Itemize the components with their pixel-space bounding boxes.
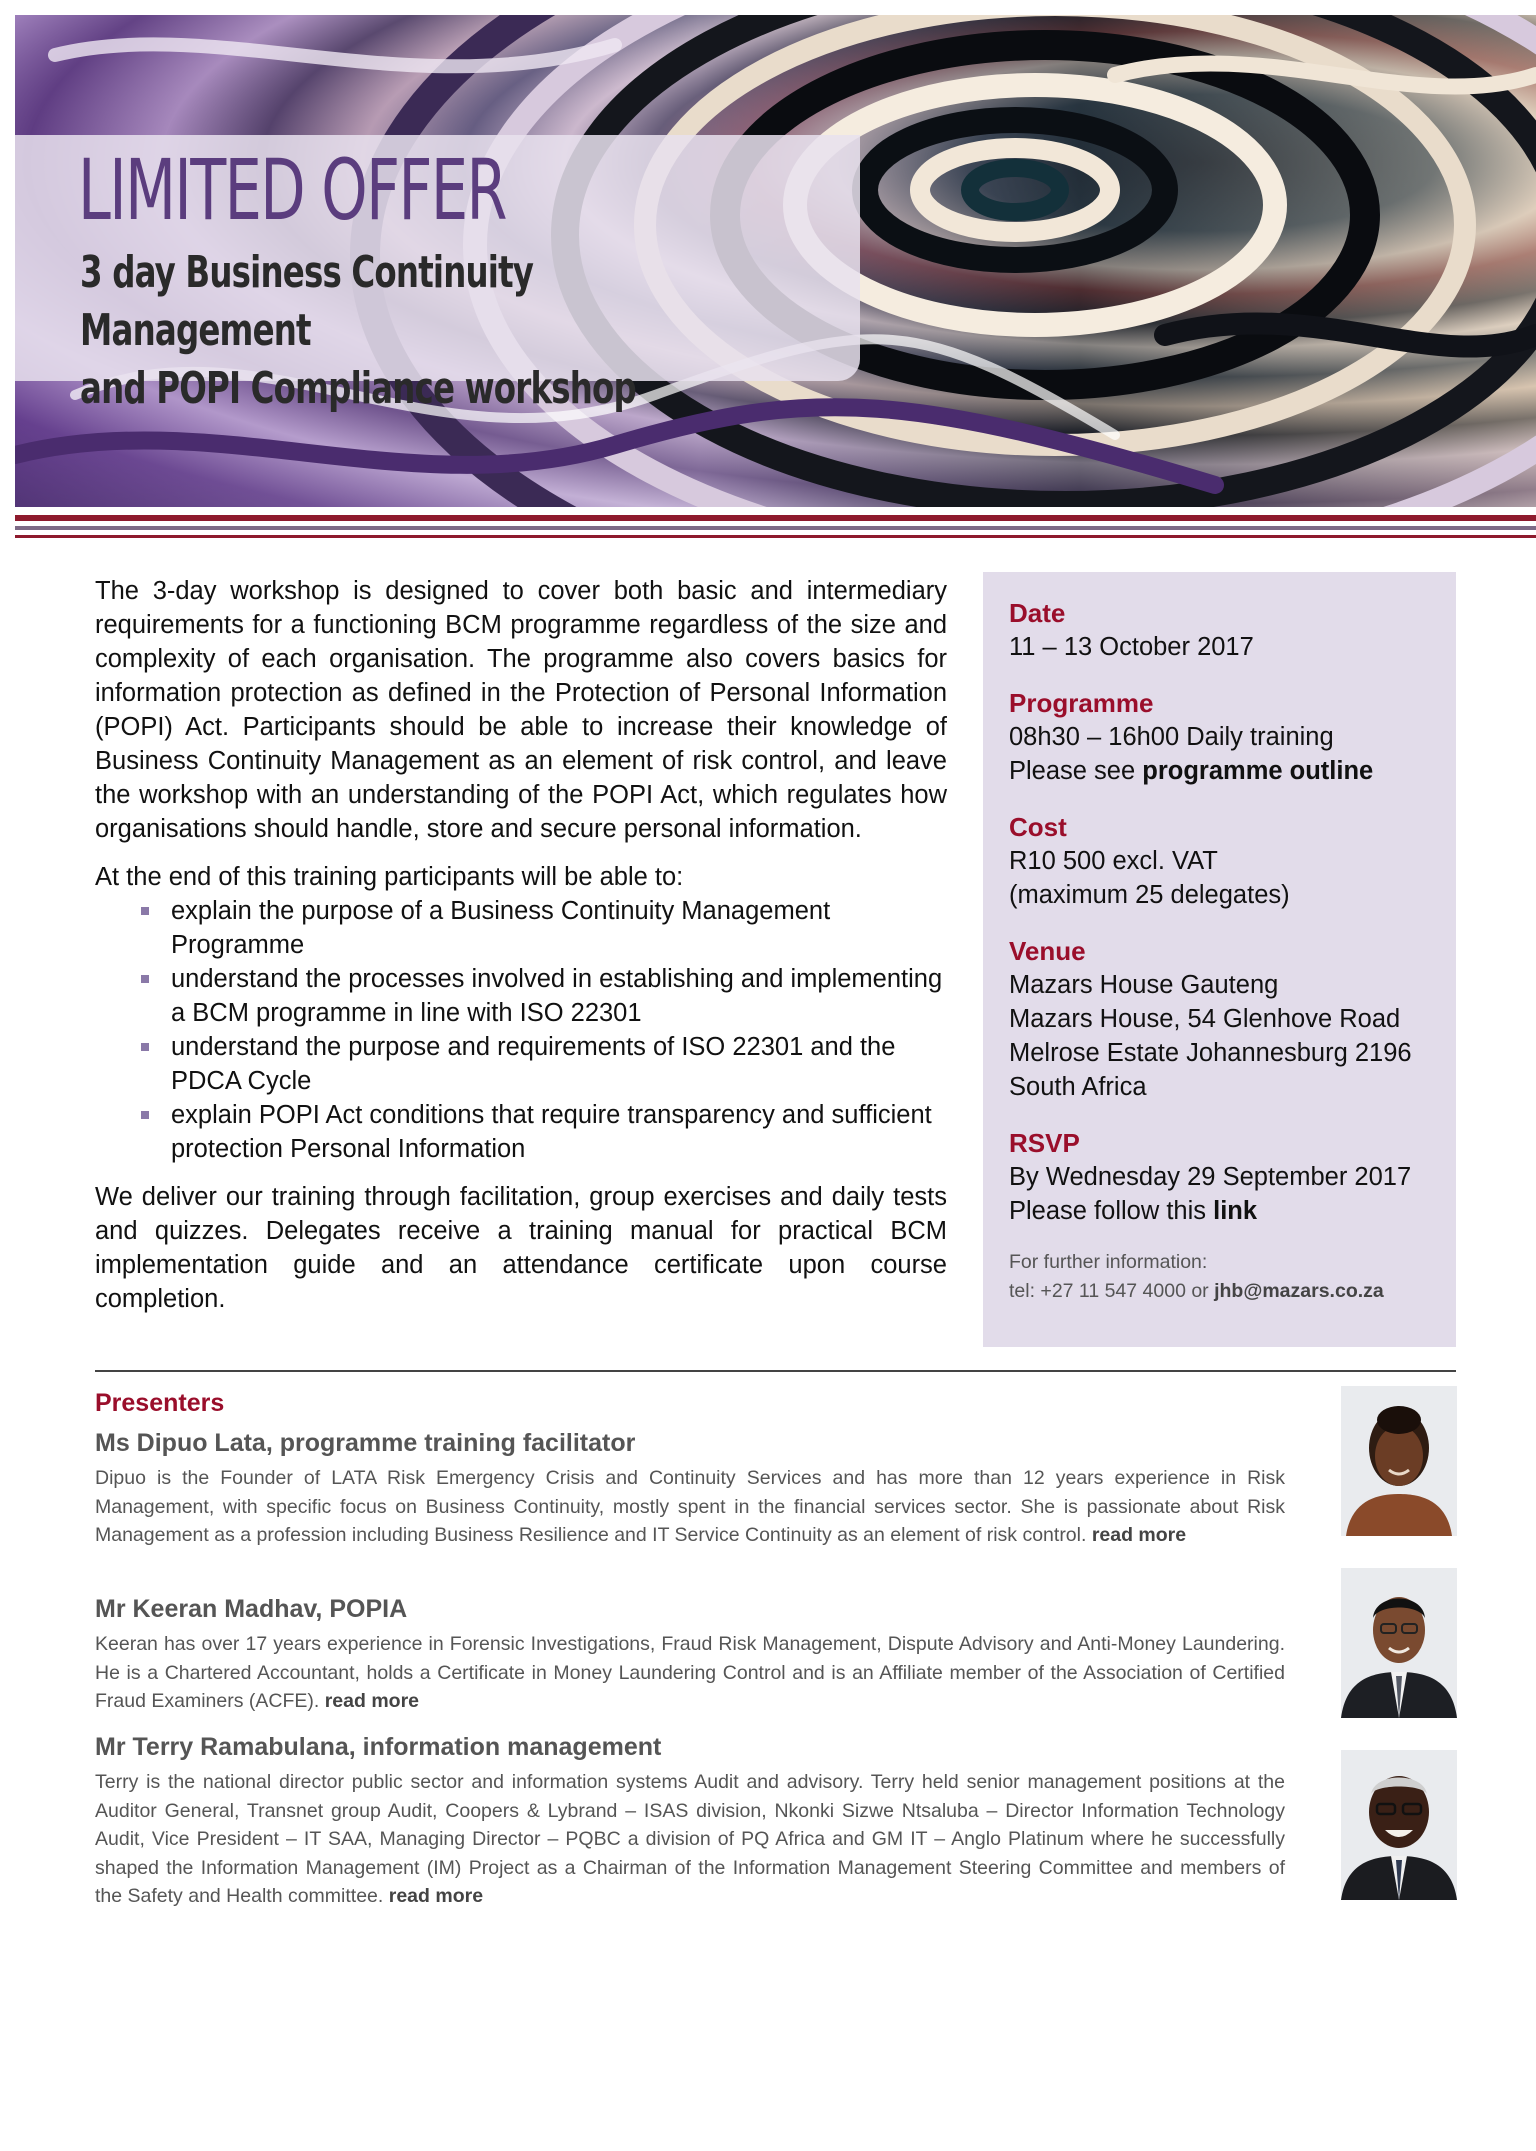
further-info-label: For further information:: [1009, 1251, 1208, 1273]
programme-section: [1009, 686, 1456, 788]
outcome-item: understand the purpose and requirements of ISO 22301 and the PDCA Cycle: [171, 1030, 947, 1098]
contact-line: tel: +27 11 547 4000 or jhb@mazars.co.za: [1009, 1280, 1384, 1302]
presenter-bio: Keeran has over 17 years experience in Forensic Investigations, Fraud Risk Management, Dispute Advisory and Anti-Money Laundering. He is a Chartered Accountant, holds a Certificate in Money Laundering Control and is an Affiliate member of the Association of Certified Fraud Examiners (ACFE). read more: [95, 1633, 1285, 1712]
outcome-item: explain the purpose of a Business Continuity Management Programme: [171, 894, 947, 962]
presenter-photo-dipuo-lata: [1341, 1386, 1457, 1536]
date-label: Date: [1009, 598, 1066, 628]
intro-paragraph: The 3-day workshop is designed to cover both basic and intermediary requirements for a functioning BCM programme regardless of the size and complexity of each organisation. The programme also covers basics for information protection as defined in the Protection of Personal Information (POPI) Act. Participants should be able to increase their knowledge of Business Continuity Management as an element of risk control, and leave the workshop with an understanding of the POPI Act, which regulates how organisations should handle, store and secure personal information.: [95, 577, 947, 843]
outcome-item: explain POPI Act conditions that require transparency and sufficient protection Personal Information: [171, 1098, 947, 1166]
outcomes-list: [95, 894, 947, 1166]
programme-see: Please see programme outline: [1009, 757, 1374, 785]
programme-hours: 08h30 – 16h00 Daily training: [1009, 723, 1334, 751]
cost-section: [1009, 810, 1456, 912]
workshop-title-line2: and POPI Compliance workshop: [80, 363, 636, 414]
presenter-photo-terry-ramabulana: [1341, 1750, 1457, 1900]
banner-stripe-grey: [15, 526, 1536, 530]
venue-label: Venue: [1009, 936, 1086, 966]
presenter-keeran-madhav: [95, 1592, 1285, 1716]
presenter-bio: Terry is the national director public sector and information systems Audit and advisory. Terry held senior management positions at the Auditor General, Transnet group Audit, Coopers & Lybrand – ISAS division, Nkonki Sizwe Ntsaluba – Director Information Technology Audit, Vice President – IT SAA, Managing Director – PQBC a division of PQ Africa and GM IT – Anglo Platinum where he successfully shaped the Information Management (IM) Project as a Chairman of the Information Management Steering Committee and members of the Safety and Health committee. read more: [95, 1771, 1285, 1907]
cost-value: R10 500 excl. VAT: [1009, 847, 1218, 875]
bullet-icon: [141, 1111, 149, 1119]
date-section: [1009, 596, 1456, 664]
presenters-heading: Presenters: [95, 1389, 225, 1417]
programme-label: Programme: [1009, 688, 1154, 718]
delivery-paragraph: We deliver our training through facilitation, group exercises and daily tests and quizzes. Delegates receive a training manual for practical BCM implementation guide and an attendance certificate upon course completion.: [95, 1183, 947, 1313]
portrait-image: [1341, 1750, 1457, 1900]
banner-stripe-red: [15, 515, 1536, 521]
rsvp-label: RSVP: [1009, 1128, 1080, 1158]
cost-label: Cost: [1009, 812, 1067, 842]
presenter-name: Ms Dipuo Lata, programme training facilitator: [95, 1429, 636, 1457]
date-value: 11 – 13 October 2017: [1009, 633, 1254, 661]
venue-section: [1009, 934, 1456, 1104]
rsvp-deadline: By Wednesday 29 September 2017: [1009, 1163, 1412, 1191]
outcomes-lead: At the end of this training participants will be able to:: [95, 863, 684, 891]
venue-line: Mazars House, 54 Glenhove Road: [1009, 1005, 1401, 1033]
read-more-link[interactable]: read more: [1091, 1524, 1187, 1546]
rsvp-link[interactable]: link: [1213, 1197, 1258, 1225]
bullet-icon: [141, 907, 149, 915]
portrait-image: [1341, 1568, 1457, 1718]
rsvp-section: [1009, 1126, 1456, 1228]
event-details-box: [983, 572, 1456, 1347]
outcome-item: understand the processes involved in establishing and implementing a BCM programme in line with ISO 22301: [171, 962, 947, 1030]
workshop-title: [80, 244, 703, 418]
rsvp-follow: Please follow this link: [1009, 1197, 1258, 1225]
presenter-bio: Dipuo is the Founder of LATA Risk Emergency Crisis and Continuity Services and has more than 12 years experience in Risk Management, with specific focus on Business Continuity, mostly spent in the financial services sector. She is passionate about Risk Management as a profession including Business Resilience and IT Service Continuity as an element of risk control. read more: [95, 1467, 1285, 1546]
workshop-title-line1: 3 day Business Continuity Management: [80, 247, 534, 356]
section-divider: [95, 1370, 1456, 1372]
programme-outline-link[interactable]: programme outline: [1142, 757, 1374, 785]
presenter-terry-ramabulana: [95, 1730, 1285, 1911]
offer-title: LIMITED OFFER: [78, 141, 506, 239]
presenter-dipuo-lata: [95, 1426, 1285, 1550]
venue-line: Mazars House Gauteng: [1009, 971, 1279, 999]
presenter-name: Mr Keeran Madhav, POPIA: [95, 1595, 408, 1623]
workshop-description: [95, 574, 947, 1316]
venue-line: Melrose Estate Johannesburg 2196: [1009, 1039, 1412, 1067]
read-more-link[interactable]: read more: [324, 1690, 420, 1712]
bullet-icon: [141, 975, 149, 983]
email-link[interactable]: jhb@mazars.co.za: [1214, 1280, 1384, 1302]
cost-note: (maximum 25 delegates): [1009, 881, 1290, 909]
banner-stripe-red-thin: [15, 535, 1536, 538]
presenter-photo-keeran-madhav: [1341, 1568, 1457, 1718]
portrait-image: [1341, 1386, 1457, 1536]
venue-line: South Africa: [1009, 1073, 1147, 1101]
bullet-icon: [141, 1043, 149, 1051]
contact-section: [1009, 1248, 1456, 1306]
presenter-name: Mr Terry Ramabulana, information management: [95, 1733, 662, 1761]
read-more-link[interactable]: read more: [388, 1885, 484, 1907]
